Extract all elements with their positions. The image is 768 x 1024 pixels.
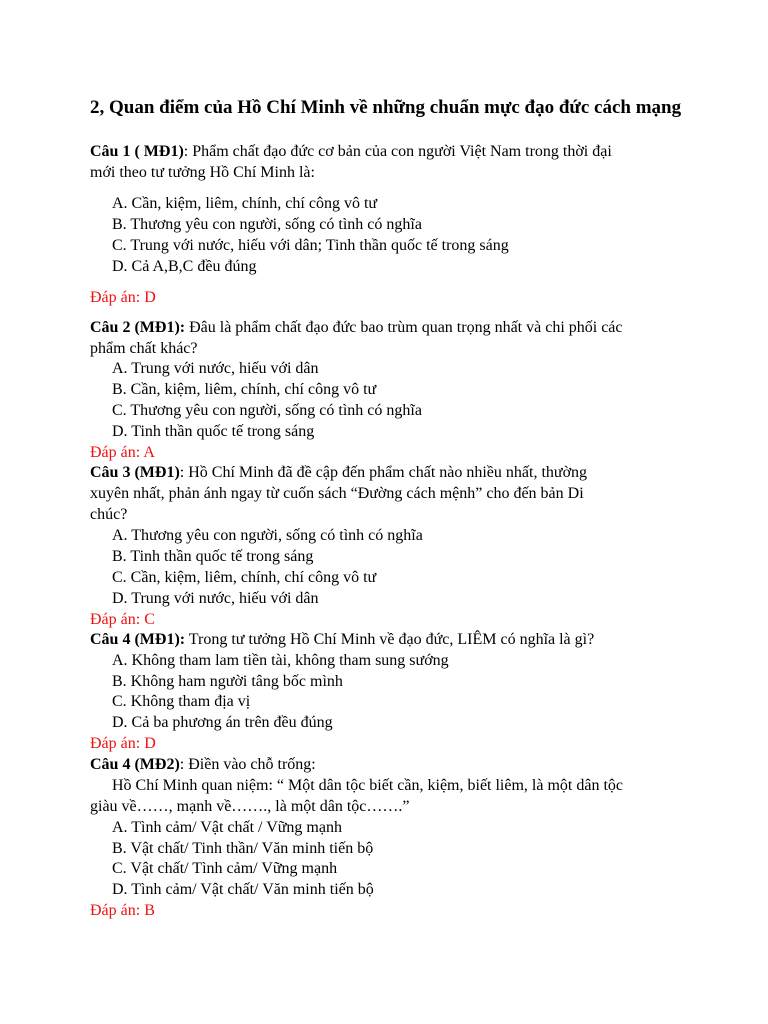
question-4-label: Câu 4 (MĐ1): [90,631,186,648]
question-1-label: Câu 1 ( MĐ1) [90,143,184,160]
question-5-line-3: giàu về……, mạnh về……., là một dân tộc…….” [90,798,410,815]
question-3-option-b: B. Tinh thần quốc tế trong sáng [112,548,314,565]
question-1-text: : Phẩm chất đạo đức cơ bản của con người Việt Nam trong thời đại [183,143,612,160]
question-4-text: Trong tư tưởng Hồ Chí Minh về đạo đức, LIÊM có nghĩa là gì? [185,631,595,648]
question-5-option-d: D. Tình cảm/ Vật chất/ Văn minh tiến bộ [112,881,374,898]
question-2-option-b: B. Cần, kiệm, liêm, chính, chí công vô tư [112,381,377,398]
question-5-text: : Điền vào chỗ trống: [179,756,316,773]
question-5-option-a: A. Tình cảm/ Vật chất / Vững mạnh [112,819,342,836]
question-5-option-b: B. Vật chất/ Tinh thần/ Văn minh tiến bộ [112,840,374,857]
question-2-line-2: phẩm chất khác? [90,340,198,357]
question-2-option-a: A. Trung với nước, hiếu với dân [112,360,319,377]
question-4-option-c: C. Không tham địa vị [112,693,251,710]
question-5-line-1 [90,754,316,775]
question-3-option-c: C. Cần, kiệm, liêm, chính, chí công vô tư [112,569,377,586]
question-3-option-d: D. Trung với nước, hiếu với dân [112,590,319,607]
question-2-line-1 [90,317,623,338]
question-1-option-d: D. Cả A,B,C đều đúng [112,258,257,275]
question-2-text: Đâu là phẩm chất đạo đức bao trùm quan trọng nhất và chi phối các [185,319,623,336]
question-4-answer: Đáp án: D [90,735,156,752]
question-1-line-2: mới theo tư tưởng Hồ Chí Minh là: [90,164,315,181]
question-1-line-1 [90,141,612,162]
question-1-option-a: A. Cần, kiệm, liêm, chính, chí công vô tư [112,195,378,212]
section-title: 2, Quan điểm của Hồ Chí Minh về những chuẩn mực đạo đức cách mạng [90,97,682,118]
question-4-option-d: D. Cả ba phương án trên đều đúng [112,714,333,731]
question-1-answer: Đáp án: D [90,289,156,306]
question-4-option-a: A. Không tham lam tiền tài, không tham sung sướng [112,652,449,669]
question-4-option-b: B. Không ham người tâng bốc mình [112,673,343,690]
question-3-answer: Đáp án: C [90,611,155,628]
question-3-text: : Hồ Chí Minh đã đề cập đến phẩm chất nào nhiều nhất, thường [179,464,588,481]
question-3-option-a: A. Thương yêu con người, sống có tình có nghĩa [112,527,423,544]
question-4-line-1 [90,629,594,650]
question-2-answer: Đáp án: A [90,444,155,461]
question-3-label: Câu 3 (MĐ1) [90,464,180,481]
question-3-line-1 [90,462,587,483]
question-1-option-c: C. Trung với nước, hiếu với dân; Tinh thần quốc tế trong sáng [112,237,509,254]
question-2-option-d: D. Tinh thần quốc tế trong sáng [112,423,315,440]
question-1-option-b: B. Thương yêu con người, sống có tình có nghĩa [112,216,422,233]
question-5-answer: Đáp án: B [90,902,155,919]
question-5-line-2: Hồ Chí Minh quan niệm: “ Một dân tộc biết cần, kiệm, biết liêm, là một dân tộc [112,777,624,794]
question-5-label: Câu 4 (MĐ2) [90,756,180,773]
question-2-option-c: C. Thương yêu con người, sống có tình có nghĩa [112,402,422,419]
question-5-option-c: C. Vật chất/ Tình cảm/ Vững mạnh [112,860,338,877]
question-3-line-2: xuyên nhất, phản ánh ngay từ cuốn sách “Đường cách mệnh” cho đến bản Di [90,485,584,502]
question-3-line-3: chúc? [90,506,128,523]
question-2-label: Câu 2 (MĐ1): [90,319,186,336]
